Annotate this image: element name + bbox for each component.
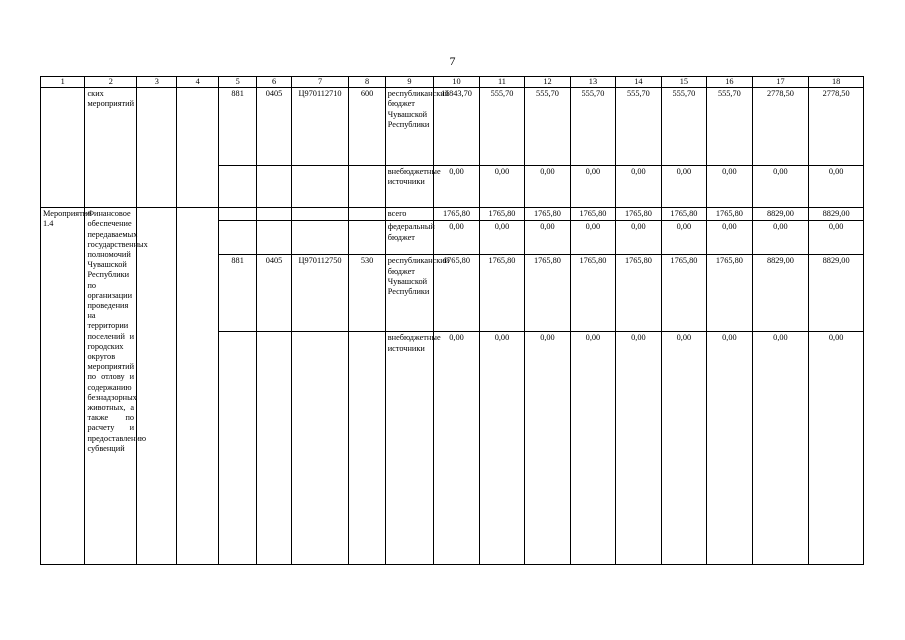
col4-cell — [177, 208, 218, 565]
target-code: Ц970112750 — [291, 255, 349, 332]
column-header: 8 — [349, 77, 385, 88]
expense-type-code — [349, 332, 385, 565]
column-header: 11 — [479, 77, 524, 88]
section-code — [257, 208, 291, 221]
amount-cell: 555,70 — [661, 88, 706, 166]
amount-cell: 8829,00 — [809, 208, 864, 221]
amount-cell: 2778,50 — [809, 88, 864, 166]
amount-cell: 0,00 — [661, 166, 706, 208]
amount-cell: 0,00 — [616, 332, 661, 565]
amount-cell: 0,00 — [752, 166, 809, 208]
amount-cell: 0,00 — [616, 221, 661, 255]
expense-type-code — [349, 221, 385, 255]
column-header: 1 — [41, 77, 85, 88]
amount-cell: 555,70 — [616, 88, 661, 166]
column-header: 18 — [809, 77, 864, 88]
amount-cell: 1765,80 — [434, 208, 479, 221]
column-header: 17 — [752, 77, 809, 88]
section-code: 0405 — [257, 88, 291, 166]
amount-cell: 1765,80 — [661, 255, 706, 332]
amount-cell: 555,70 — [479, 88, 524, 166]
expense-type-code: 600 — [349, 88, 385, 166]
block1-row — [41, 88, 864, 166]
amount-cell: 0,00 — [752, 332, 809, 565]
column-header: 5 — [218, 77, 256, 88]
column-header: 3 — [137, 77, 177, 88]
admin-code — [218, 208, 256, 221]
amount-cell: 0,00 — [661, 332, 706, 565]
target-code — [291, 332, 349, 565]
funding-source: федеральный бюджет — [385, 221, 434, 255]
admin-code — [218, 332, 256, 565]
amount-cell: 1765,80 — [570, 255, 615, 332]
amount-cell: 0,00 — [479, 166, 524, 208]
amount-cell: 1765,80 — [661, 208, 706, 221]
column-header: 13 — [570, 77, 615, 88]
section-code: 0405 — [257, 255, 291, 332]
section-code — [257, 332, 291, 565]
column-header: 16 — [707, 77, 752, 88]
amount-cell: 0,00 — [434, 221, 479, 255]
header-row — [41, 77, 864, 88]
amount-cell: 0,00 — [525, 166, 570, 208]
column-header: 9 — [385, 77, 434, 88]
amount-cell: 11843,70 — [434, 88, 479, 166]
column-header: 15 — [661, 77, 706, 88]
block2-row — [41, 208, 864, 221]
amount-cell: 0,00 — [479, 332, 524, 565]
budget-table — [40, 76, 864, 565]
funding-source: республиканский бюджет Чувашской Республики — [385, 255, 434, 332]
expense-type-code: 530 — [349, 255, 385, 332]
target-code — [291, 221, 349, 255]
amount-cell: 1765,80 — [525, 255, 570, 332]
amount-cell: 8829,00 — [752, 208, 809, 221]
admin-code: 881 — [218, 255, 256, 332]
amount-cell: 0,00 — [525, 221, 570, 255]
amount-cell: 8829,00 — [809, 255, 864, 332]
amount-cell: 2778,50 — [752, 88, 809, 166]
expense-type-code — [349, 166, 385, 208]
column-header: 4 — [177, 77, 218, 88]
target-code — [291, 166, 349, 208]
col3-cell — [137, 208, 177, 565]
event-description: Финансовое обеспечение передаваемых государственных полномочий Чувашской Республики по организации проведения на территории поселений и городских округов мероприятий по отлову и содержанию безнадзорных животных, а также по расчету и предоставлению субвенций — [85, 208, 137, 565]
column-header: 12 — [525, 77, 570, 88]
amount-cell: 1765,80 — [616, 208, 661, 221]
amount-cell: 0,00 — [616, 166, 661, 208]
amount-cell: 555,70 — [707, 88, 752, 166]
amount-cell: 8829,00 — [752, 255, 809, 332]
amount-cell: 1765,80 — [525, 208, 570, 221]
amount-cell: 0,00 — [707, 166, 752, 208]
funding-source: республиканский бюджет Чувашской Республики — [385, 88, 434, 166]
amount-cell: 1765,80 — [434, 255, 479, 332]
funding-source: внебюджетные источники — [385, 166, 434, 208]
amount-cell: 0,00 — [752, 221, 809, 255]
amount-cell: 0,00 — [809, 221, 864, 255]
amount-cell: 0,00 — [570, 332, 615, 565]
target-code: Ц970112710 — [291, 88, 349, 166]
expense-type-code — [349, 208, 385, 221]
admin-code — [218, 221, 256, 255]
admin-code — [218, 166, 256, 208]
section-code — [257, 166, 291, 208]
column-header: 2 — [85, 77, 137, 88]
amount-cell: 1765,80 — [707, 255, 752, 332]
amount-cell: 1765,80 — [479, 208, 524, 221]
event-description-cont: ских мероприятий — [85, 88, 137, 208]
admin-code: 881 — [218, 88, 256, 166]
column-header: 10 — [434, 77, 479, 88]
amount-cell: 0,00 — [707, 221, 752, 255]
amount-cell: 1765,80 — [570, 208, 615, 221]
amount-cell: 0,00 — [570, 221, 615, 255]
amount-cell: 555,70 — [525, 88, 570, 166]
amount-cell: 1765,80 — [616, 255, 661, 332]
column-header: 6 — [257, 77, 291, 88]
page-number: 7 — [449, 54, 456, 68]
section-code — [257, 221, 291, 255]
amount-cell: 0,00 — [434, 166, 479, 208]
funding-source: всего — [385, 208, 434, 221]
amount-cell: 0,00 — [434, 332, 479, 565]
column-header: 7 — [291, 77, 349, 88]
amount-cell: 0,00 — [479, 221, 524, 255]
amount-cell: 0,00 — [570, 166, 615, 208]
amount-cell: 1765,80 — [479, 255, 524, 332]
col4-cell — [177, 88, 218, 208]
table-body — [41, 77, 864, 565]
col3-cell — [137, 88, 177, 208]
column-header: 14 — [616, 77, 661, 88]
amount-cell: 0,00 — [707, 332, 752, 565]
col1-cell — [41, 88, 85, 208]
amount-cell: 0,00 — [525, 332, 570, 565]
amount-cell: 555,70 — [570, 88, 615, 166]
amount-cell: 0,00 — [661, 221, 706, 255]
amount-cell: 0,00 — [809, 332, 864, 565]
event-label: Мероприятие 1.4 — [41, 208, 85, 565]
funding-source: внебюджетные источники — [385, 332, 434, 565]
amount-cell: 1765,80 — [707, 208, 752, 221]
amount-cell: 0,00 — [809, 166, 864, 208]
target-code — [291, 208, 349, 221]
